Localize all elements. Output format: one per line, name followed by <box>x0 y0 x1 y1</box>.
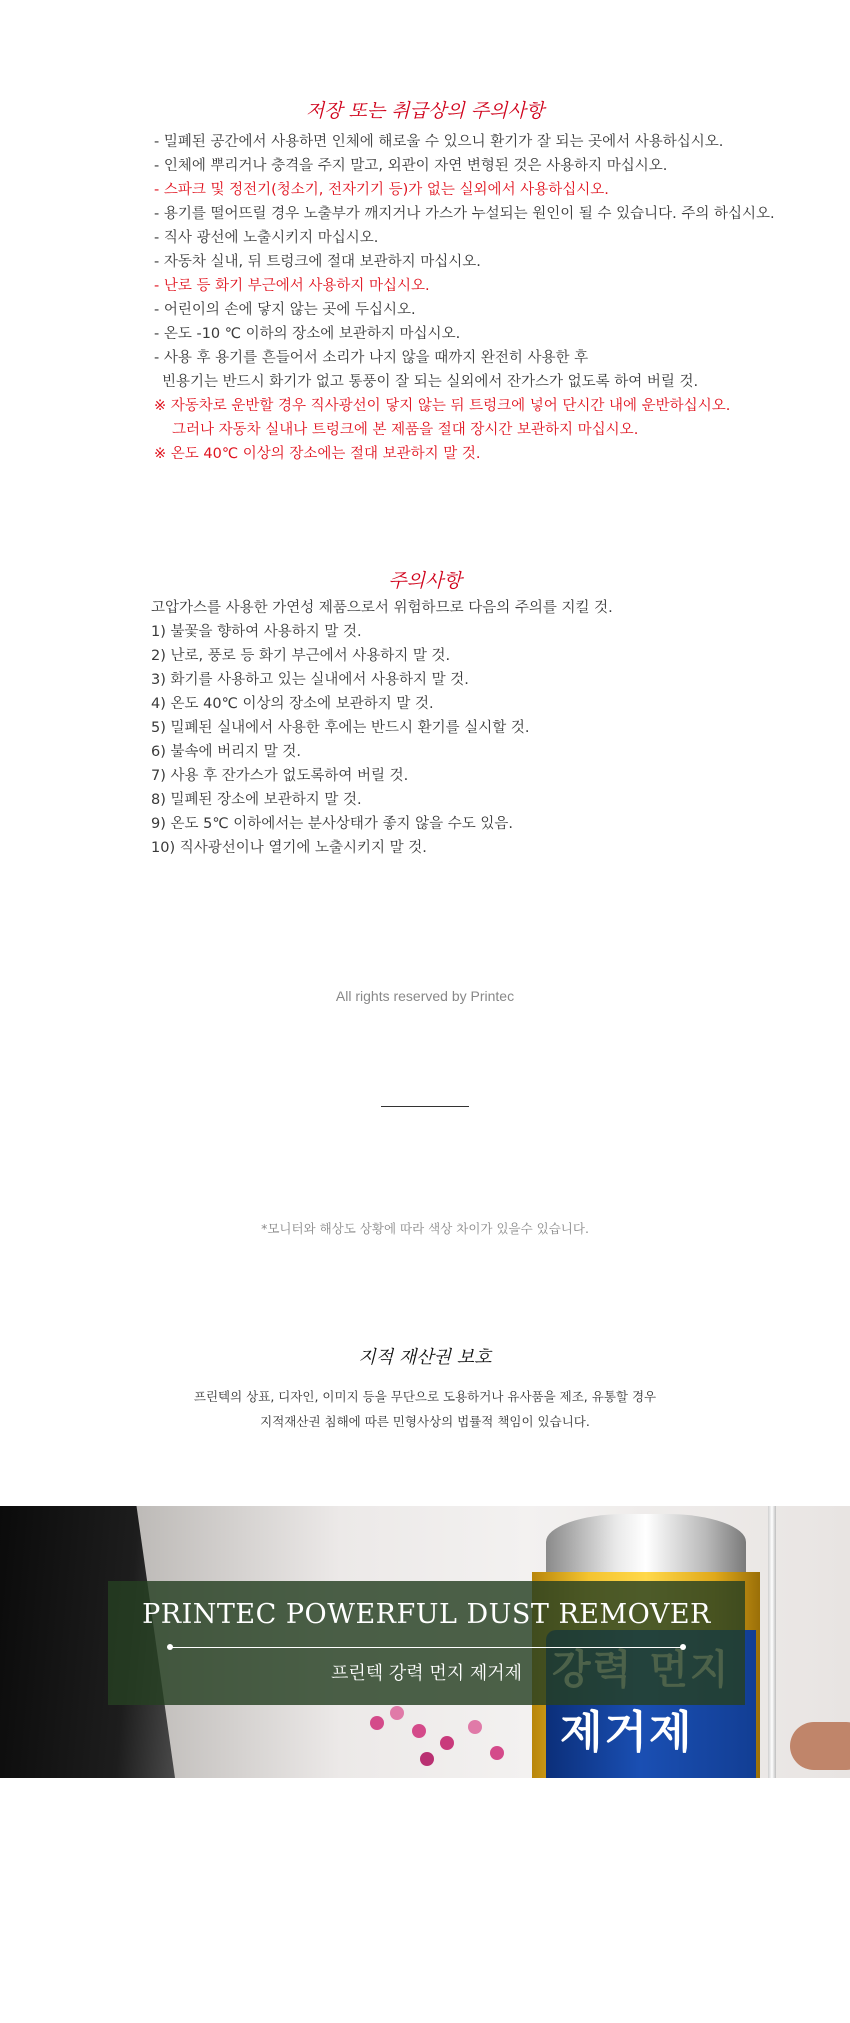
storage-caution-item: - 어린이의 손에 닿지 않는 곳에 두십시오. <box>154 302 416 318</box>
banner-overlay <box>108 1581 745 1705</box>
storage-caution-item: - 스파크 및 정전기(청소기, 전자기기 등)가 없는 실외에서 사용하십시오. <box>154 182 609 198</box>
monitor-color-note: *모니터와 해상도 상황에 따라 색상 차이가 있을수 있습니다. <box>261 1221 589 1236</box>
caution-title: 주의사항 <box>388 570 462 592</box>
storage-title: 저장 또는 취급상의 주의사항 <box>305 100 545 122</box>
caution-item: 7) 사용 후 잔가스가 없도록하여 버릴 것. <box>151 768 409 784</box>
storage-caution-item: 빈용기는 반드시 화기가 없고 통풍이 잘 되는 실외에서 잔가스가 없도록 하여 버릴 것. <box>162 374 699 390</box>
storage-caution-item: - 밀폐된 공간에서 사용하면 인체에 해로울 수 있으니 환기가 잘 되는 곳에서 사용하십시오. <box>154 134 724 150</box>
caution-item: 고압가스를 사용한 가연성 제품으로서 위험하므로 다음의 주의를 지킬 것. <box>151 600 613 616</box>
divider <box>381 1106 469 1107</box>
storage-caution-item: - 자동차 실내, 뒤 트렁크에 절대 보관하지 마십시오. <box>154 254 481 270</box>
glass-edge <box>768 1506 776 1778</box>
storage-caution-item: - 인체에 뿌리거나 충격을 주지 말고, 외관이 자연 변형된 것은 사용하지 마십시오. <box>154 158 668 174</box>
banner-subtitle: 프린텍 강력 먼지 제거제 <box>330 1663 523 1684</box>
storage-caution-item: - 난로 등 화기 부근에서 사용하지 마십시오. <box>154 278 430 294</box>
caution-item: 5) 밀폐된 실내에서 사용한 후에는 반드시 환기를 실시할 것. <box>151 720 530 736</box>
storage-caution-item: - 온도 -10 ℃ 이하의 장소에 보관하지 마십시오. <box>154 326 461 342</box>
storage-caution-item: ※ 온도 40℃ 이상의 장소에는 절대 보관하지 말 것. <box>154 446 481 462</box>
caution-item: 9) 온도 5℃ 이하에서는 분사상태가 좋지 않을 수도 있음. <box>151 816 514 832</box>
ip-protection-line-1: 프린텍의 상표, 디자인, 이미지 등을 무단으로 도용하거나 유사품을 제조, 유통할 경우 <box>193 1389 657 1404</box>
flowers-photo <box>350 1696 550 1778</box>
ip-protection-title: 지적 재산권 보호 <box>358 1347 492 1368</box>
caution-item: 10) 직사광선이나 열기에 노출시키지 말 것. <box>151 840 427 856</box>
caution-item: 1) 불꽃을 향하여 사용하지 말 것. <box>151 624 362 640</box>
caution-item: 4) 온도 40℃ 이상의 장소에 보관하지 말 것. <box>151 696 434 712</box>
banner-title: PRINTEC POWERFUL DUST REMOVER <box>142 1599 711 1630</box>
ip-protection-text <box>0 1384 850 1434</box>
storage-caution-item: ※ 자동차로 운반할 경우 직사광선이 닿지 않는 뒤 트렁크에 넣어 단시간 내에 운반하십시오. <box>154 398 731 414</box>
copyright-text: All rights reserved by Printec <box>335 988 515 1004</box>
caution-item: 3) 화기를 사용하고 있는 실내에서 사용하지 말 것. <box>151 672 469 688</box>
storage-caution-item: - 직사 광선에 노출시키지 마십시오. <box>154 230 379 246</box>
storage-caution-list <box>154 130 775 466</box>
caution-item: 2) 난로, 풍로 등 화기 부근에서 사용하지 말 것. <box>151 648 451 664</box>
caution-item: 8) 밀폐된 장소에 보관하지 말 것. <box>151 792 362 808</box>
caution-item: 6) 불속에 버리지 말 것. <box>151 744 301 760</box>
banner-divider <box>170 1647 683 1648</box>
product-banner <box>0 1506 850 1778</box>
caution-list <box>151 596 613 860</box>
can-label-line-2: 제거제 <box>560 1707 694 1758</box>
banner-divider-dot-left <box>167 1644 173 1650</box>
storage-caution-item: - 용기를 떨어뜨릴 경우 노출부가 깨지거나 가스가 누설되는 원인이 될 수 있습니다. 주의 하십시오. <box>154 206 775 222</box>
hand-photo <box>790 1722 850 1770</box>
storage-caution-item: 그러나 자동차 실내나 트렁크에 본 제품을 절대 장시간 보관하지 마십시오. <box>172 422 639 438</box>
ip-protection-line-2: 지적재산권 침해에 따른 민형사상의 법률적 책임이 있습니다. <box>260 1414 590 1429</box>
banner-divider-dot-right <box>680 1644 686 1650</box>
storage-caution-item: - 사용 후 용기를 흔들어서 소리가 나지 않을 때까지 완전히 사용한 후 <box>154 350 589 366</box>
